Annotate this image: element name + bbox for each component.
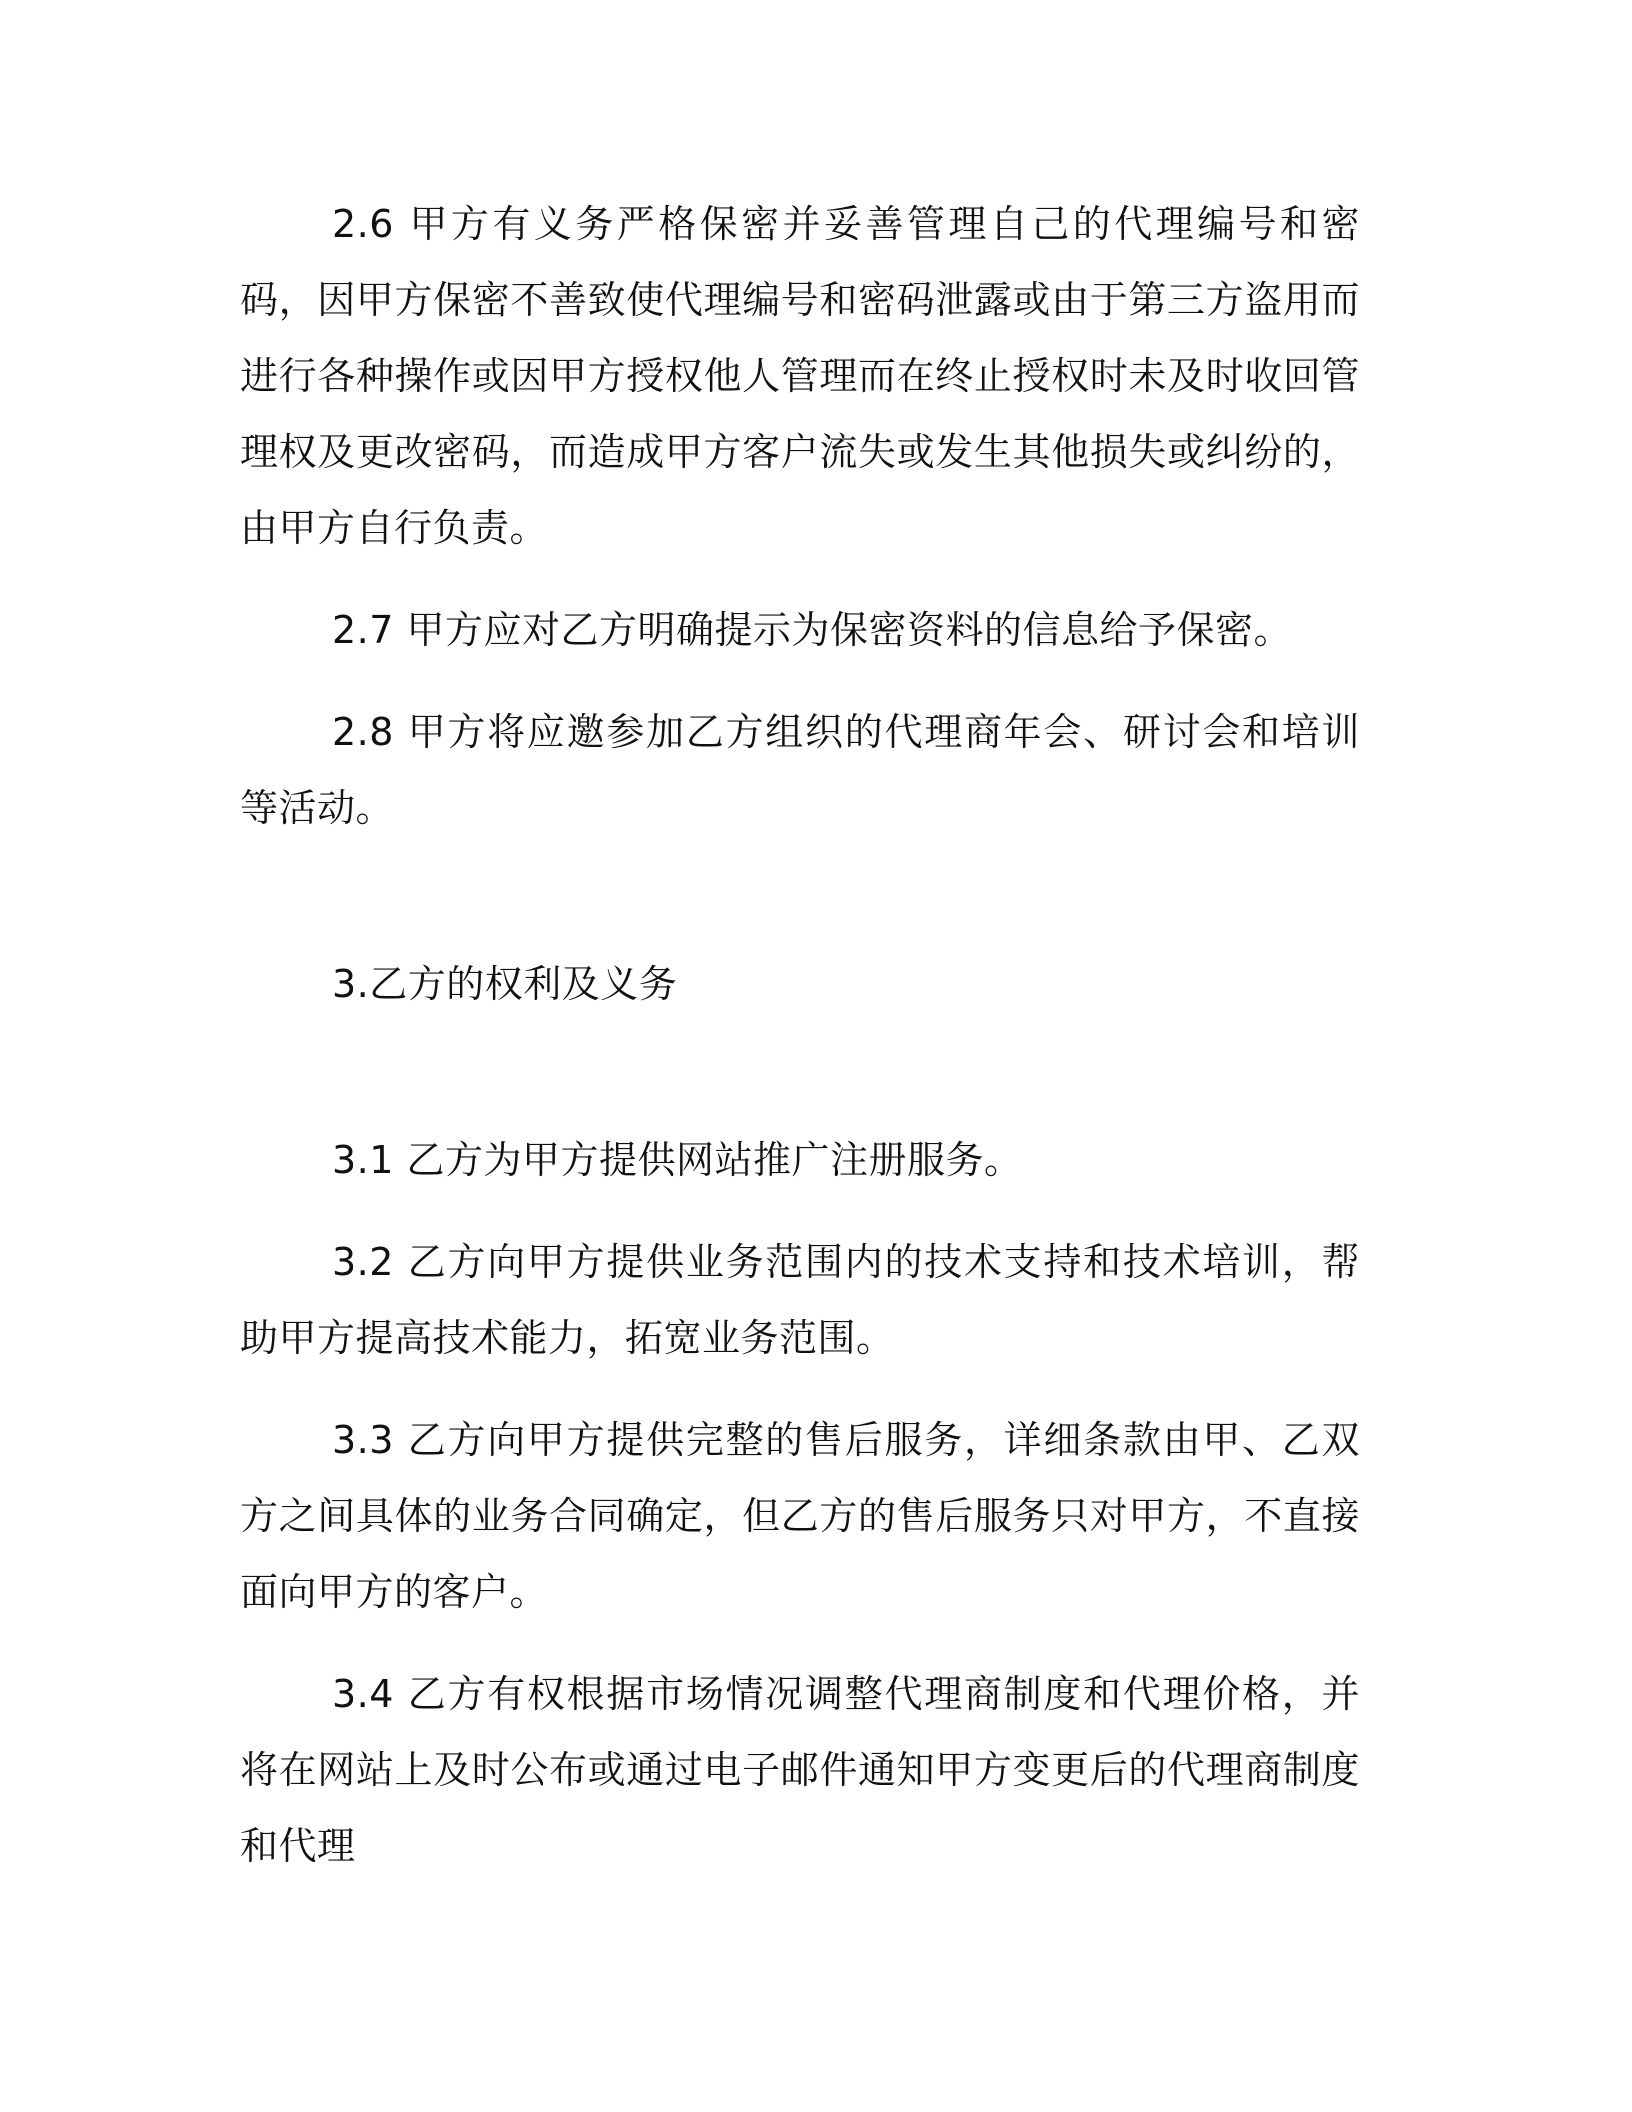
document-body xyxy=(240,186,1360,1884)
spacer xyxy=(240,1198,1360,1224)
clause-2-7: 2.7 甲方应对乙方明确提示为保密资料的信息给予保密。 xyxy=(332,608,1293,652)
spacer xyxy=(240,846,1360,946)
clause-3-2: 3.2 乙方向甲方提供业务范围内的技术支持和技术培训，帮助甲方提高技术能力，拓宽业务范围。 xyxy=(240,1240,1360,1360)
spacer xyxy=(240,1376,1360,1402)
clause-2-8: 2.8 甲方将应邀参加乙方组织的代理商年会、研讨会和培训等活动。 xyxy=(240,710,1360,830)
spacer xyxy=(240,1022,1360,1122)
spacer xyxy=(240,566,1360,592)
clause-2-6: 2.6 甲方有义务严格保密并妥善管理自己的代理编号和密码，因甲方保密不善致使代理编号和密码泄露或由于第三方盗用而进行各种操作或因甲方授权他人管理而在终止授权时未及时收回管理权及更改密码，而造成甲方客户流失或发生其他损失或纠纷的，由甲方自行负责。 xyxy=(240,202,1360,550)
section-3-heading: 3.乙方的权利及义务 xyxy=(332,962,678,1006)
clause-3-3: 3.3 乙方向甲方提供完整的售后服务，详细条款由甲、乙双方之间具体的业务合同确定，但乙方的售后服务只对甲方，不直接面向甲方的客户。 xyxy=(240,1418,1360,1614)
clause-3-4: 3.4 乙方有权根据市场情况调整代理商制度和代理价格，并将在网站上及时公布或通过电子邮件通知甲方变更后的代理商制度和代理 xyxy=(240,1672,1360,1868)
spacer xyxy=(240,1630,1360,1656)
clause-3-1: 3.1 乙方为甲方提供网站推广注册服务。 xyxy=(332,1138,1023,1182)
spacer xyxy=(240,668,1360,694)
